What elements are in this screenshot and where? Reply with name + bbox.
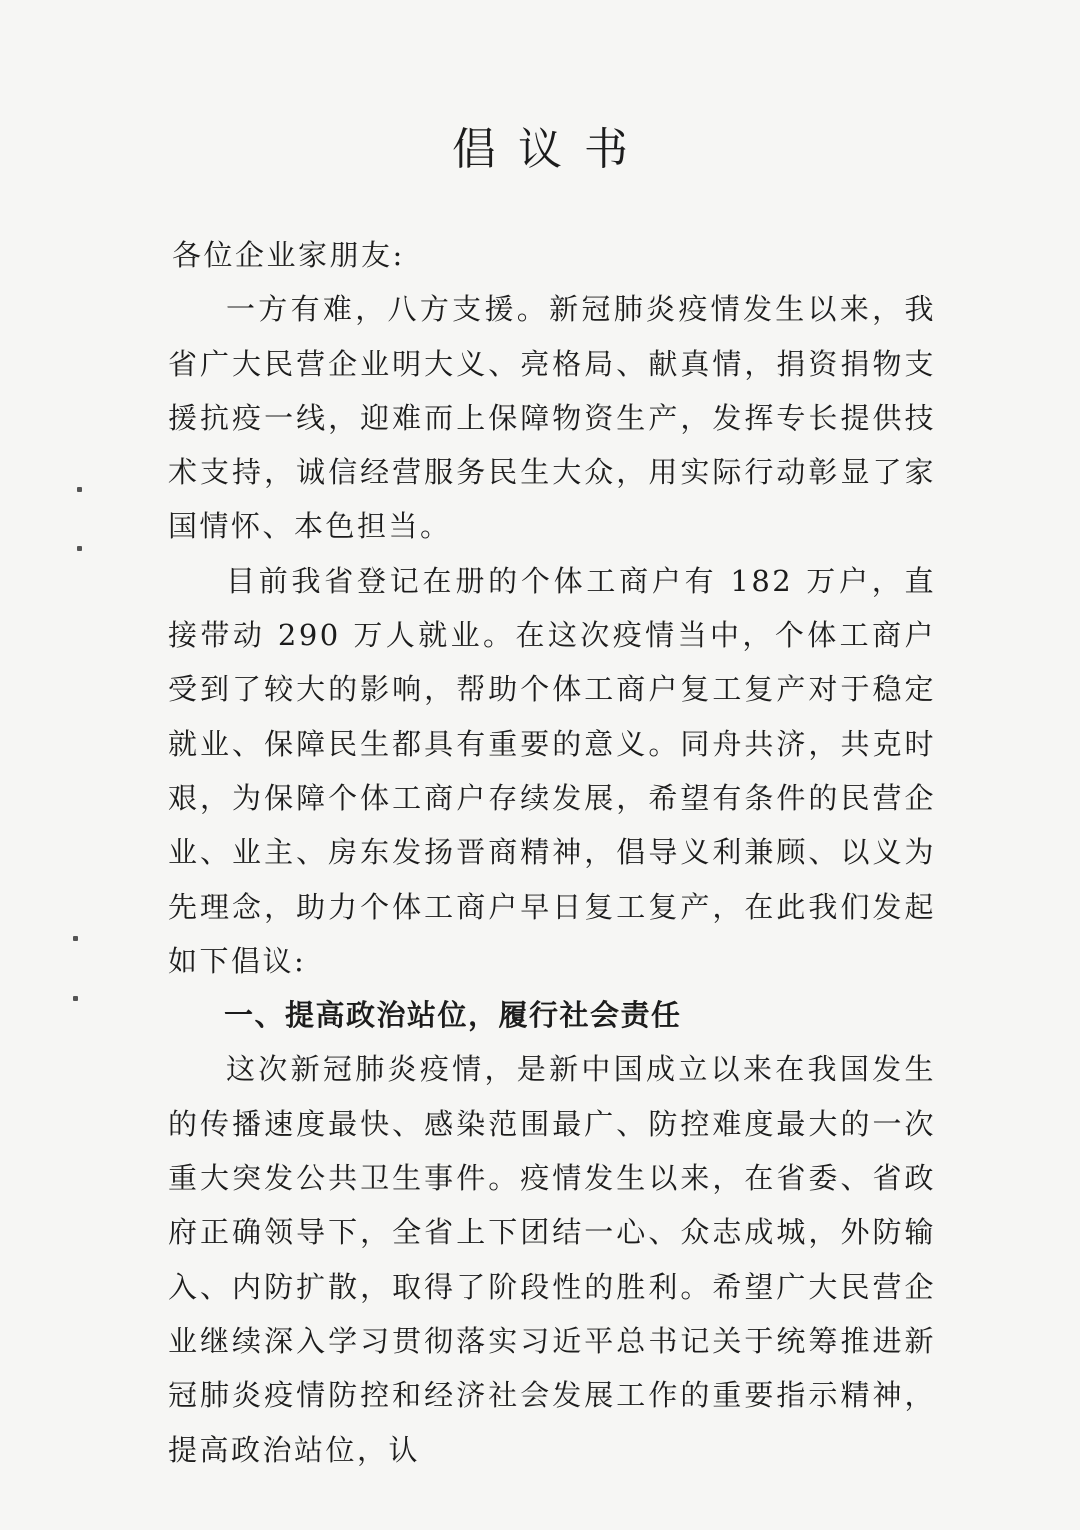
binding-hole-mark [73, 936, 78, 941]
paragraph-proposal: 目前我省登记在册的个体工商户有 182 万户，直接带动 290 万人就业。在这次疫情当中，个体工商户受到了较大的影响，帮助个体工商户复工复产对于稳定就业、保障民生都具有重要的意义。同舟共济，共克时艰，为保障个体工商户存续发展，希望有条件的民营企业、业主、房东发扬晋商精神，倡导义利兼顾、以义为先理念，助力个体工商户早日复工复产，在此我们发起如下倡议: [168, 563, 936, 978]
binding-hole-mark [77, 546, 82, 551]
document-title: 倡议书 [452, 124, 650, 175]
section-heading: 一、提高政治站位，履行社会责任 [224, 998, 682, 1033]
document-body [168, 228, 936, 1477]
paragraph-intro: 一方有难，八方支援。新冠肺炎疫情发生以来，我省广大民营企业明大义、亮格局、献真情，捐资捐物支援抗疫一线，迎难而上保障物资生产，发挥专长提供技术支持，诚信经营服务民生大众，用实际行动彰显了家国情怀、本色担当。 [168, 292, 936, 544]
salutation: 各位企业家朋友: [172, 238, 405, 272]
binding-hole-mark [77, 487, 82, 492]
section-paragraph: 这次新冠肺炎疫情，是新中国成立以来在我国发生的传播速度最快、感染范围最广、防控难度最大的一次重大突发公共卫生事件。疫情发生以来，在省委、省政府正确领导下，全省上下团结一心、众志成城，外防输入、内防扩散，取得了阶段性的胜利。希望广大民营企业继续深入学习贯彻落实习近平总书记关于统筹推进新冠肺炎疫情防控和经济社会发展工作的重要指示精神，提高政治站位，认 [168, 1052, 936, 1467]
binding-hole-mark [73, 996, 78, 1001]
